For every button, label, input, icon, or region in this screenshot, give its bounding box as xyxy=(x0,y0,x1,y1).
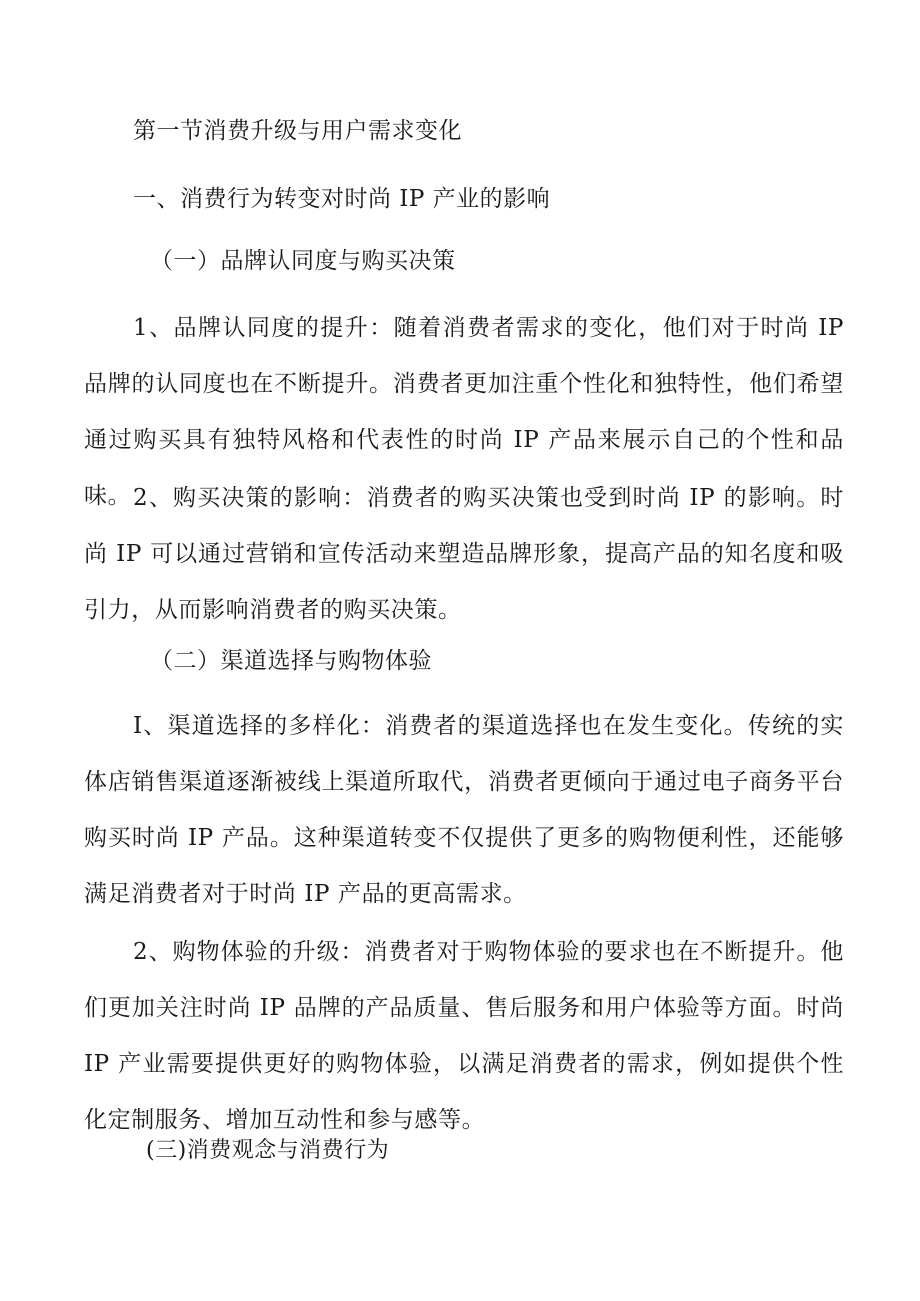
paragraph-shopping-experience: 2、购物体验的升级：消费者对于购物体验的要求也在不断提升。他们更加关注时尚 IP 品牌的产品质量、售后服务和用户体验等方面。时尚 IP 产业需要提供更好的购物体验，以满足消费者的需求，例如提供个性化定制服务、增加互动性和参与感等。 xyxy=(84,939,844,1133)
paragraph-channel-choice: I、渠道选择的多样化：消费者的渠道选择也在发生变化。传统的实体店销售渠道逐渐被线上渠道所取代，消费者更倾向于通过电子商务平台购买时尚 IP 产品。这种渠道转变不仅提供了更多的购物便利性，还能够满足消费者对于时尚 IP 产品的更高需求。 xyxy=(84,713,844,907)
paragraph-purchase-decision: 2、购买决策的影响：消费者的购买决策也受到时尚 IP 的影响。时尚 IP 可以通过营销和宣传活动来塑造品牌形象，提高产品的知名度和吸引力，从而影响消费者的购买决策。 xyxy=(84,485,844,623)
part-heading: 一、消费行为转变对时尚 IP 产业的影响 xyxy=(133,186,551,212)
section-title: 第一节消费升级与用户需求变化 xyxy=(133,118,462,144)
subsection-heading-1: （一）品牌认同度与购买决策 xyxy=(150,248,456,274)
paragraph-brand-recognition: 1、品牌认同度的提升：随着消费者需求的变化，他们对于时尚 IP 品牌的认同度也在不断提升。消费者更加注重个性化和独特性，他们希望通过购买具有独特风格和代表性的时尚 IP 产品来展示自己的个性和品味。 xyxy=(84,315,844,509)
subsection-heading-2: （二）渠道选择与购物体验 xyxy=(150,648,432,674)
subsection-heading-3: (三)消费观念与消费行为 xyxy=(146,1138,390,1163)
